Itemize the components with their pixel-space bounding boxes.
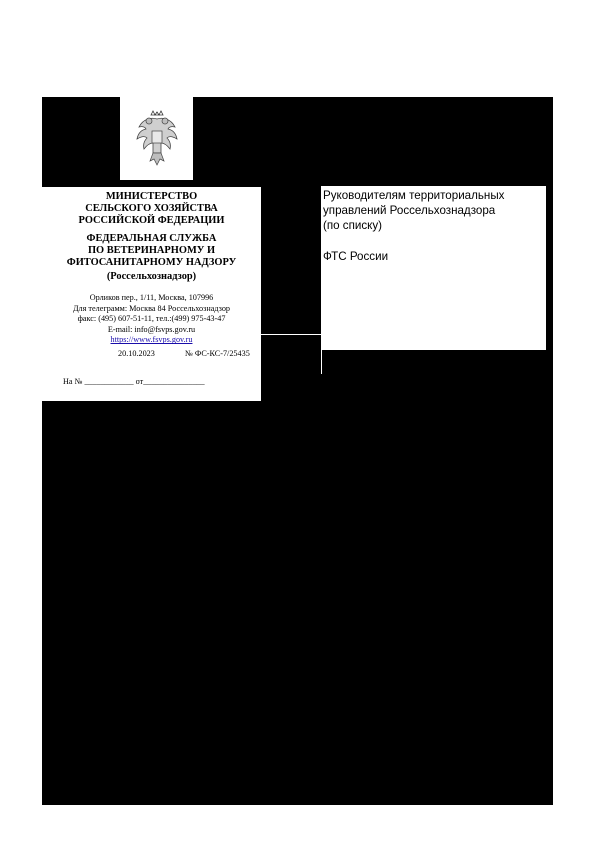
ministry-name: МИНИСТЕРСТВО СЕЛЬСКОГО ХОЗЯЙСТВА РОССИЙСКОЙ ФЕДЕРАЦИИ [78, 191, 225, 226]
telegram-address: Для телеграмм: Москва 84 Россельхознадзор [72, 303, 231, 313]
document-date: 20.10.2023 [118, 349, 155, 358]
recipient-line: Руководителям территориальных [323, 189, 505, 202]
coat-of-arms [120, 97, 193, 180]
double-headed-eagle-icon [133, 109, 181, 169]
document-number: № ФС-КС-7/25435 [185, 349, 250, 358]
address: Орликов пер., 1/11, Москва, 107996 [89, 293, 214, 302]
recipient-line: ФТС России [323, 249, 389, 263]
recipient-line: (по списку) [323, 219, 383, 233]
contact-block [42, 293, 261, 346]
email: E-mail: info@fsvps.gov.ru [107, 324, 196, 334]
service-short-name: (Россельхознадзор) [106, 271, 197, 282]
recipient-line: управлений Россельхознадзора [323, 204, 496, 218]
service-name: ФЕДЕРАЛЬНАЯ СЛУЖБА ПО ВЕТЕРИНАРНОМУ И ФИТОСАНИТАРНОМУ НАДЗОРУ [66, 233, 237, 268]
letterhead [42, 187, 261, 401]
website-link[interactable]: https://www.fsvps.gov.ru [110, 335, 193, 345]
connector-line [261, 334, 322, 335]
recipient-block [321, 186, 546, 350]
phone-fax: факс: (495) 607-51-11, тел.:(499) 975-43-47 [77, 314, 226, 324]
reference-line: На № ____________ от_______________ [63, 377, 205, 386]
